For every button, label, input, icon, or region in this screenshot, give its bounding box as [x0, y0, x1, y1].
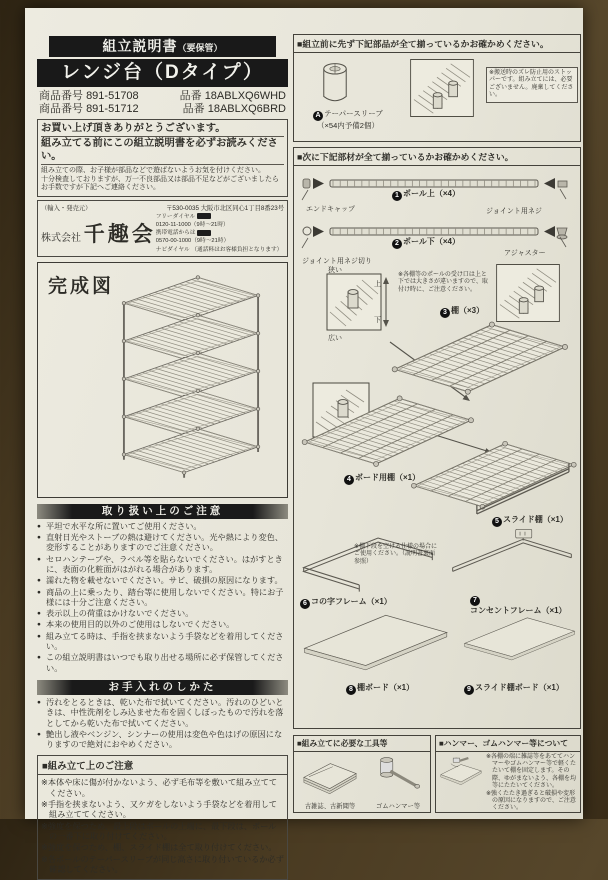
socket-size-inset	[326, 264, 392, 342]
doc-title-note: （要保管）	[177, 43, 223, 53]
assembly-note-item: ※強度を保つため、最上段はポールの上端に、最下段は、ポールの一番下に取り付けてください。	[41, 821, 277, 841]
hammer-notes-box	[435, 735, 581, 813]
inset-wide-label: 広い	[328, 335, 342, 342]
magazines-drawing	[300, 756, 360, 795]
care-list	[37, 698, 288, 750]
care-header: お手入れのしかた	[37, 680, 288, 695]
phone-label: ナビダイヤル	[155, 246, 190, 253]
inset-up-label: 上	[374, 281, 381, 288]
part-5-label	[492, 514, 568, 527]
product-no-value: 891-51708	[86, 90, 139, 102]
product-title-bar: レンジ台（Dタイプ）	[37, 59, 288, 87]
product-no-value: 891-51712	[86, 102, 139, 115]
part-no-label: 品番	[182, 102, 205, 115]
part-8-label	[346, 682, 414, 695]
pole-top-row	[296, 170, 578, 216]
finished-figure-box	[37, 262, 288, 498]
part-no-value: 18ABLXQ6BRD	[207, 102, 286, 115]
phone-line	[156, 246, 284, 254]
slide-board-drawing	[458, 612, 580, 668]
part-circle: 3	[440, 308, 450, 318]
part-circle: 2	[392, 239, 402, 249]
mallet-label: ゴムハンマー等	[375, 803, 421, 810]
hammer-body	[436, 752, 580, 814]
part-name: スライド棚ボード（×1）	[475, 683, 564, 692]
mallet-figure	[372, 755, 424, 810]
part-name: コの字フレーム（×1）	[311, 597, 392, 606]
magazines-figure	[300, 756, 360, 810]
part-name: スライド棚（×1）	[503, 515, 568, 524]
finished-unit-drawing	[105, 269, 277, 487]
product-code-row	[39, 90, 286, 103]
u-frame-note: ※棚下段を空ける仕様の場合にご使用ください。（説明書裏面参照）	[354, 544, 438, 565]
thanks-line: 組み立てる前にこの組立説明書を必ずお読みください。	[41, 137, 284, 165]
part-name: ポール下（×4）	[403, 237, 460, 246]
part-no-label: 品番	[179, 90, 202, 102]
inset-narrow-label: 狭い	[328, 267, 342, 274]
inset-down-label: 下	[374, 317, 381, 324]
part-a-label	[294, 109, 402, 130]
phone-label: 携帯電話からは	[155, 230, 196, 237]
part-no-value: 18ABLXQ6WHD	[204, 90, 286, 102]
finished-figure-title: 完成図	[48, 275, 115, 297]
handling-item: ● 商品の上に乗ったり、踏台等に使用しないでください。特にお子様には十分ご注意ください。	[37, 588, 288, 609]
part-name: コンセントフレーム（×1）	[470, 606, 567, 615]
phone-badge-icon	[197, 213, 211, 219]
doc-title-bar	[49, 36, 276, 57]
phone-label: フリーダイヤル	[155, 213, 196, 220]
hammer-header: ■ハンマー、ゴムハンマー等について	[436, 736, 580, 752]
part-circle: 7	[470, 596, 480, 606]
assembly-note-item: ※本体や床に傷が付かないよう、必ず毛布等を敷いて組み立ててください。	[41, 778, 278, 798]
tools-box	[293, 735, 431, 813]
parts-check-1-header: ■組立前に先ず下記部品が全て揃っているかお確かめください。	[294, 35, 580, 53]
part-name: ポール上（×4）	[403, 189, 460, 198]
part-circle: 1	[392, 191, 402, 201]
thanks-note-line: 組み立ての際、お子様が部品などで遊ばないようお気を付けください。	[41, 167, 265, 174]
handling-item: ● 表示以上の荷重はかけないでください。	[37, 609, 288, 619]
bottom-boxes-row	[293, 735, 581, 813]
handling-notice-list	[37, 522, 288, 674]
hammer-notes	[486, 754, 578, 814]
product-no-label: 商品番号	[39, 102, 83, 115]
hammer-note-item: ※各棚の端に雑誌等をあててハンマーやゴムハンマー等で軽くたたいて棚を固定します。その際、ゆがまないよう、各棚を均等にたたいてください。	[486, 754, 577, 789]
handling-notice-header: 取り扱い上のご注意	[37, 504, 288, 519]
thanks-line: お買い上げ頂きありがとうございます。	[41, 122, 284, 137]
rubber-mallet-drawing	[372, 755, 424, 795]
stopper-note: ※搬送時のズレ防止用のストッパーです。組み立てには、必要ございません。廃棄してください。	[486, 67, 578, 103]
parts-check-2-header: ■次に下記部材が全て揃っているかお確かめください。	[294, 148, 580, 166]
part-circle: 6	[300, 599, 310, 609]
publisher-main-row	[41, 213, 284, 254]
publisher-address: 〒530-0035 大阪市北区同心1丁目8番23号	[166, 204, 284, 212]
pole-bottom-row	[296, 218, 578, 266]
part-a-circle: A	[313, 111, 323, 121]
part-no	[180, 90, 286, 103]
shelf-corner-photo	[410, 59, 474, 117]
part-no	[183, 103, 286, 116]
publisher-role: （輸入・発売元）	[41, 204, 92, 212]
part-circle: 9	[464, 685, 474, 695]
shelf-corner-inset	[496, 264, 560, 322]
part-circle: 8	[346, 685, 356, 695]
thanks-note-line: 十分検査しておりますが、万一不良部品又は部品不足などがございましたらお手数ですが下記へご連絡ください。	[41, 175, 279, 192]
assembly-note-item: ※各ポールのテーパースリーブが同じ高さに取り付いているか必ず確認してください。	[41, 854, 284, 874]
product-code-row	[39, 103, 286, 116]
assembly-notes-header: ■組み立て上のご注意	[38, 756, 287, 775]
phone-number: 0570-00-1000（9時〜21時）	[155, 238, 230, 245]
part-name: ボード用棚（×1）	[355, 473, 421, 482]
shelf-board-drawing	[296, 608, 454, 680]
part-a-name: テーパースリーブ	[324, 109, 383, 118]
taper-sleeve-drawing	[316, 60, 354, 107]
care-item: ● 汚れをとるときは、乾いた布で拭いてください。汚れのひどいときは、中性洗剤をしみ込ませた布を固くしぼったもので汚れを落としてから乾いた布で拭いてください。	[37, 698, 288, 729]
assembly-note-item: ※強度を保つため、棚、スライド棚は全て取り付けてください。	[41, 843, 277, 853]
company-prefix: 株式会社	[41, 233, 81, 245]
phone-line	[156, 213, 284, 229]
hammer-board-drawing	[438, 754, 484, 787]
handling-item: ● 平坦で水平な所に置いてご使用ください。	[37, 522, 288, 532]
assembly-note-item: ※手指を挟まないよう、又ケガをしないよう手袋などを着用して組み立ててください。	[41, 800, 277, 820]
manual-page	[25, 8, 583, 874]
endcap-label: エンドキャップ	[306, 206, 355, 213]
right-column	[293, 34, 581, 820]
left-column	[37, 36, 288, 874]
phone-number: 0120-11-1000（9時〜21時）	[155, 221, 229, 228]
publisher-box	[37, 200, 288, 257]
parts-check-box-1	[293, 34, 581, 142]
product-no-label: 商品番号	[39, 90, 83, 102]
tools-figures	[294, 755, 430, 810]
publisher-company	[41, 218, 156, 248]
phone-note: （通話料はお客様負担となります）	[191, 246, 283, 253]
care-item: ● 艶出し液やベンジン、シンナーの使用は変色や色はげの原因になりますので絶対におやめください。	[37, 730, 288, 751]
part-name: 棚（×3）	[451, 306, 485, 315]
slide-shelf-drawing	[404, 434, 582, 518]
parts-check-box-2	[293, 147, 581, 729]
assembly-notes-box	[37, 755, 288, 880]
thanks-note	[41, 167, 284, 193]
magazines-label: 古雑誌、古新聞等	[304, 803, 356, 810]
phone-line	[156, 229, 284, 245]
thanks-box	[37, 119, 288, 197]
product-no	[39, 103, 139, 116]
joint-screw-label: ジョイント用ネジ	[486, 208, 542, 215]
part-a-qty: （×54内予備2個）	[317, 121, 379, 130]
tools-header: ■組み立てに必要な工具等	[294, 736, 430, 752]
part-9-label	[464, 682, 564, 695]
publisher-role-row	[41, 203, 284, 212]
outlet-frame-drawing	[444, 528, 580, 590]
handling-item: ● 直射日光やストーブの熱は避けてください。光や熱により変色、変形することがありますのでご注意ください。	[37, 533, 288, 554]
hammer-note-item: ※強くたたき過ぎると破損や変形の原因になりますので、ご注意ください。	[486, 791, 576, 812]
product-no	[39, 90, 139, 103]
product-codes	[39, 90, 286, 115]
company-name: 千趣会	[83, 223, 156, 247]
joint-thread-label: ジョイント用ネジ切り	[302, 258, 372, 265]
handling-item: ● 本来の使用目的以外のご使用はしないでください。	[37, 620, 288, 630]
handling-item: ● この組立説明書はいつでも取り出せる場所に必ず保管してください。	[37, 653, 288, 674]
assembly-notes-list	[41, 778, 284, 875]
part-circle: 4	[344, 475, 354, 485]
handling-item: ● 濡れた物を載せないでください。サビ、破損の原因になります。	[37, 576, 288, 586]
phone-badge-icon	[197, 230, 211, 236]
adjuster-label: アジャスター	[504, 250, 546, 257]
pole-bottom-label	[392, 236, 460, 249]
socket-note: ※各棚等のポールの受け口は上と下では大きさが違いますので、取付け時に、ご注意ください。	[398, 272, 488, 293]
handling-item: ● セロハンテープや、ラベル等を貼らないでください。はがすときに、表面の化粧面がはがれる場合があります。	[37, 555, 288, 576]
publisher-phones	[156, 213, 284, 254]
doc-title: 組立説明書	[102, 38, 178, 54]
part-name: 棚ボード（×1）	[357, 683, 415, 692]
pole-top-label	[392, 188, 460, 201]
part-circle: 5	[492, 517, 502, 527]
handling-item: ● 組み立てる時は、手指を挟まないよう手袋などを着用してください。	[37, 632, 288, 653]
